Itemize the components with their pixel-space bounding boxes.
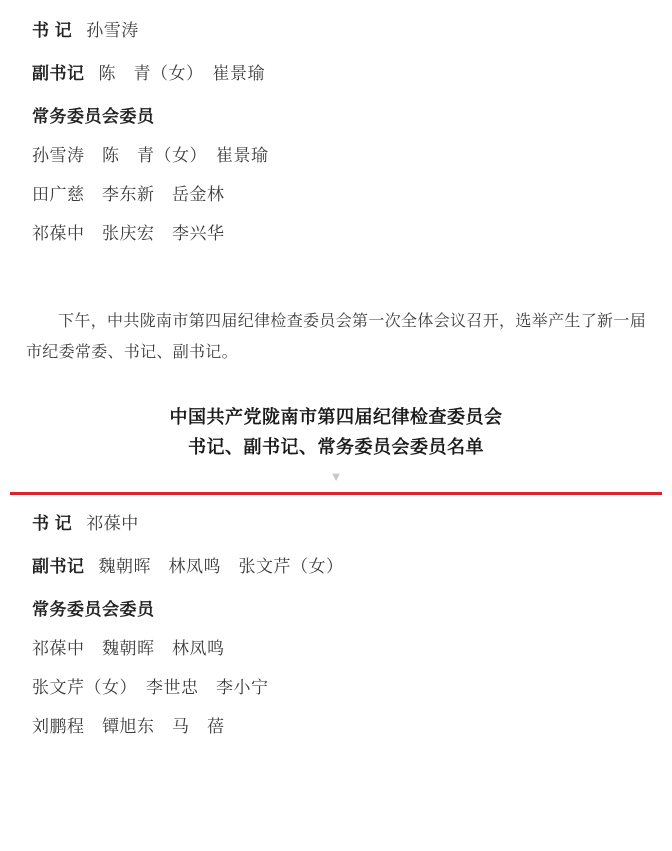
document-heading bbox=[0, 378, 672, 466]
roster-row-secretary bbox=[32, 509, 640, 534]
roster-names-secretary: 孙雪涛 bbox=[86, 21, 139, 40]
standing-committee-title: 常务委员会委员 bbox=[32, 600, 155, 619]
standing-committee-title: 常务委员会委员 bbox=[32, 107, 155, 126]
roster-names-deputy-secretary: 魏朝晖 林凤鸣 张文芹（女） bbox=[98, 557, 344, 576]
roster-row-deputy-secretary bbox=[32, 59, 640, 84]
roster-card-party-committee bbox=[10, 0, 662, 262]
body-paragraph bbox=[14, 276, 658, 378]
roster-names-deputy-secretary: 陈 青（女） 崔景瑜 bbox=[98, 64, 265, 83]
standing-committee-line: 田广慈 李东新 岳金林 bbox=[32, 185, 225, 204]
standing-committee-line: 张文芹（女） 李世忠 李小宁 bbox=[32, 678, 269, 697]
document-heading-line-1: 中国共产党陇南市第四届纪律检查委员会 bbox=[169, 407, 503, 427]
document-heading-line-2: 书记、副书记、常务委员会委员名单 bbox=[188, 437, 484, 457]
standing-committee-line: 孙雪涛 陈 青（女） 崔景瑜 bbox=[32, 146, 269, 165]
roster-names-secretary: 祁葆中 bbox=[86, 514, 139, 533]
chevron-down-icon: ▼ bbox=[329, 469, 343, 484]
roster-label-secretary: 书 记 bbox=[32, 21, 73, 40]
standing-committee-line: 祁葆中 魏朝晖 林凤鸣 bbox=[32, 639, 225, 658]
roster-label-deputy-secretary: 副书记 bbox=[32, 557, 85, 576]
roster-row-deputy-secretary bbox=[32, 552, 640, 577]
roster-label-deputy-secretary: 副书记 bbox=[32, 64, 85, 83]
roster-label-secretary: 书 记 bbox=[32, 514, 73, 533]
roster-card-discipline-commission bbox=[10, 495, 662, 755]
roster-row-secretary bbox=[32, 16, 640, 41]
standing-committee-line: 祁葆中 张庆宏 李兴华 bbox=[32, 224, 225, 243]
paragraph-text: 下午，中共陇南市第四届纪律检查委员会第一次全体会议召开，选举产生了新一届市纪委常委、书记、副书记。 bbox=[26, 313, 646, 361]
section-spacer bbox=[0, 262, 672, 276]
standing-committee-line: 刘鹏程 镡旭东 马 蓓 bbox=[32, 717, 225, 736]
